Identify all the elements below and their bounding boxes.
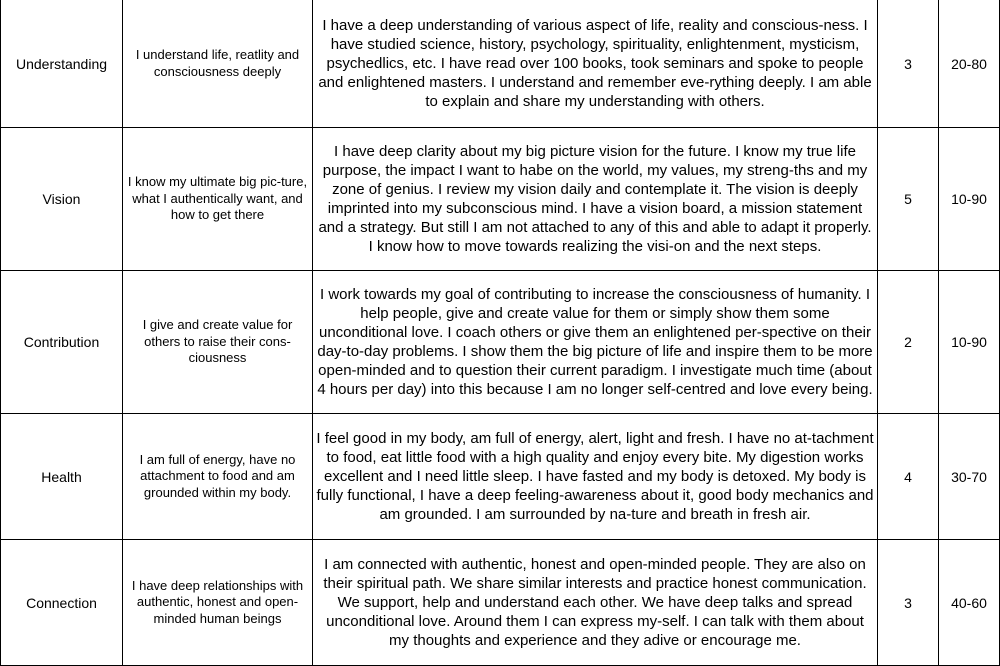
area-name: Vision [1, 128, 123, 271]
area-score: 5 [878, 128, 939, 271]
area-description: I am connected with authentic, honest and open-minded people. They are also on their spiritual path. We share similar interests and practice honest communication. We support, help and understand each other. We have deep talks and spread unconditional love. Around them I can express my-self. I can talk with them about my thoughts and experience and they adive or encourage me. [313, 540, 878, 666]
area-score: 2 [878, 271, 939, 414]
area-description: I work towards my goal of contributing to increase the consciousness of humanity. I help people, give and create value for them or simply show them some unconditional love. I coach others or give them an enlightened per-spective on their day-to-day problems. I show them the big picture of life and inspire them to be more open-minded and to question their current paradigm. I investigate much time (about 4 hours per day) into this because I am no longer self-centred and love every being. [313, 271, 878, 414]
area-range: 40-60 [939, 540, 1000, 666]
area-description: I have deep clarity about my big picture vision for the future. I know my true life purpose, the impact I want to habe on the world, my values, my streng-ths and my zone of genius. I review my vision daily and contemplate it. The vision is deeply imprinted into my subconscious mind. I have a vision board, a mission statement and a strategy. But still I am not attached to any of this and able to adapt it properly. I know how to move towards realizing the visi-on and the next steps. [313, 128, 878, 271]
area-range: 10-90 [939, 271, 1000, 414]
area-name: Understanding [1, 0, 123, 128]
area-name: Contribution [1, 271, 123, 414]
area-name: Connection [1, 540, 123, 666]
area-name: Health [1, 414, 123, 540]
area-range: 10-90 [939, 128, 1000, 271]
area-range: 30-70 [939, 414, 1000, 540]
area-summary: I give and create value for others to raise their cons-ciousness [123, 271, 313, 414]
table-row [1, 0, 1000, 128]
table-row [1, 540, 1000, 666]
area-description: I have a deep understanding of various aspect of life, reality and conscious-ness. I have studied science, history, psychology, spirituality, enlightenment, mysticism, psychedlics, etc. I have read over 100 books, took seminars and spoke to people and enlightened masters. I understand and remember eve-rything deeply. I am able to explain and share my understanding with others. [313, 0, 878, 128]
area-score: 4 [878, 414, 939, 540]
area-score: 3 [878, 0, 939, 128]
area-score: 3 [878, 540, 939, 666]
table-row [1, 271, 1000, 414]
area-range: 20-80 [939, 0, 1000, 128]
area-summary: I know my ultimate big pic-ture, what I authentically want, and how to get there [123, 128, 313, 271]
table-row [1, 128, 1000, 271]
area-summary: I understand life, reatlity and consciousness deeply [123, 0, 313, 128]
area-summary: I have deep relationships with authentic, honest and open-minded human beings [123, 540, 313, 666]
table-row [1, 414, 1000, 540]
area-description: I feel good in my body, am full of energy, alert, light and fresh. I have no at-tachment to food, eat little food with a high quality and enjoy every bite. My digestion works excellent and I need little sleep. I have fasted and my body is detoxed. My body is fully functional, I have a deep feeling-awareness about it, good body mechanics and am grounded. I am surrounded by na-ture and breath in fresh air. [313, 414, 878, 540]
area-summary: I am full of energy, have no attachment to food and am grounded within my body. [123, 414, 313, 540]
